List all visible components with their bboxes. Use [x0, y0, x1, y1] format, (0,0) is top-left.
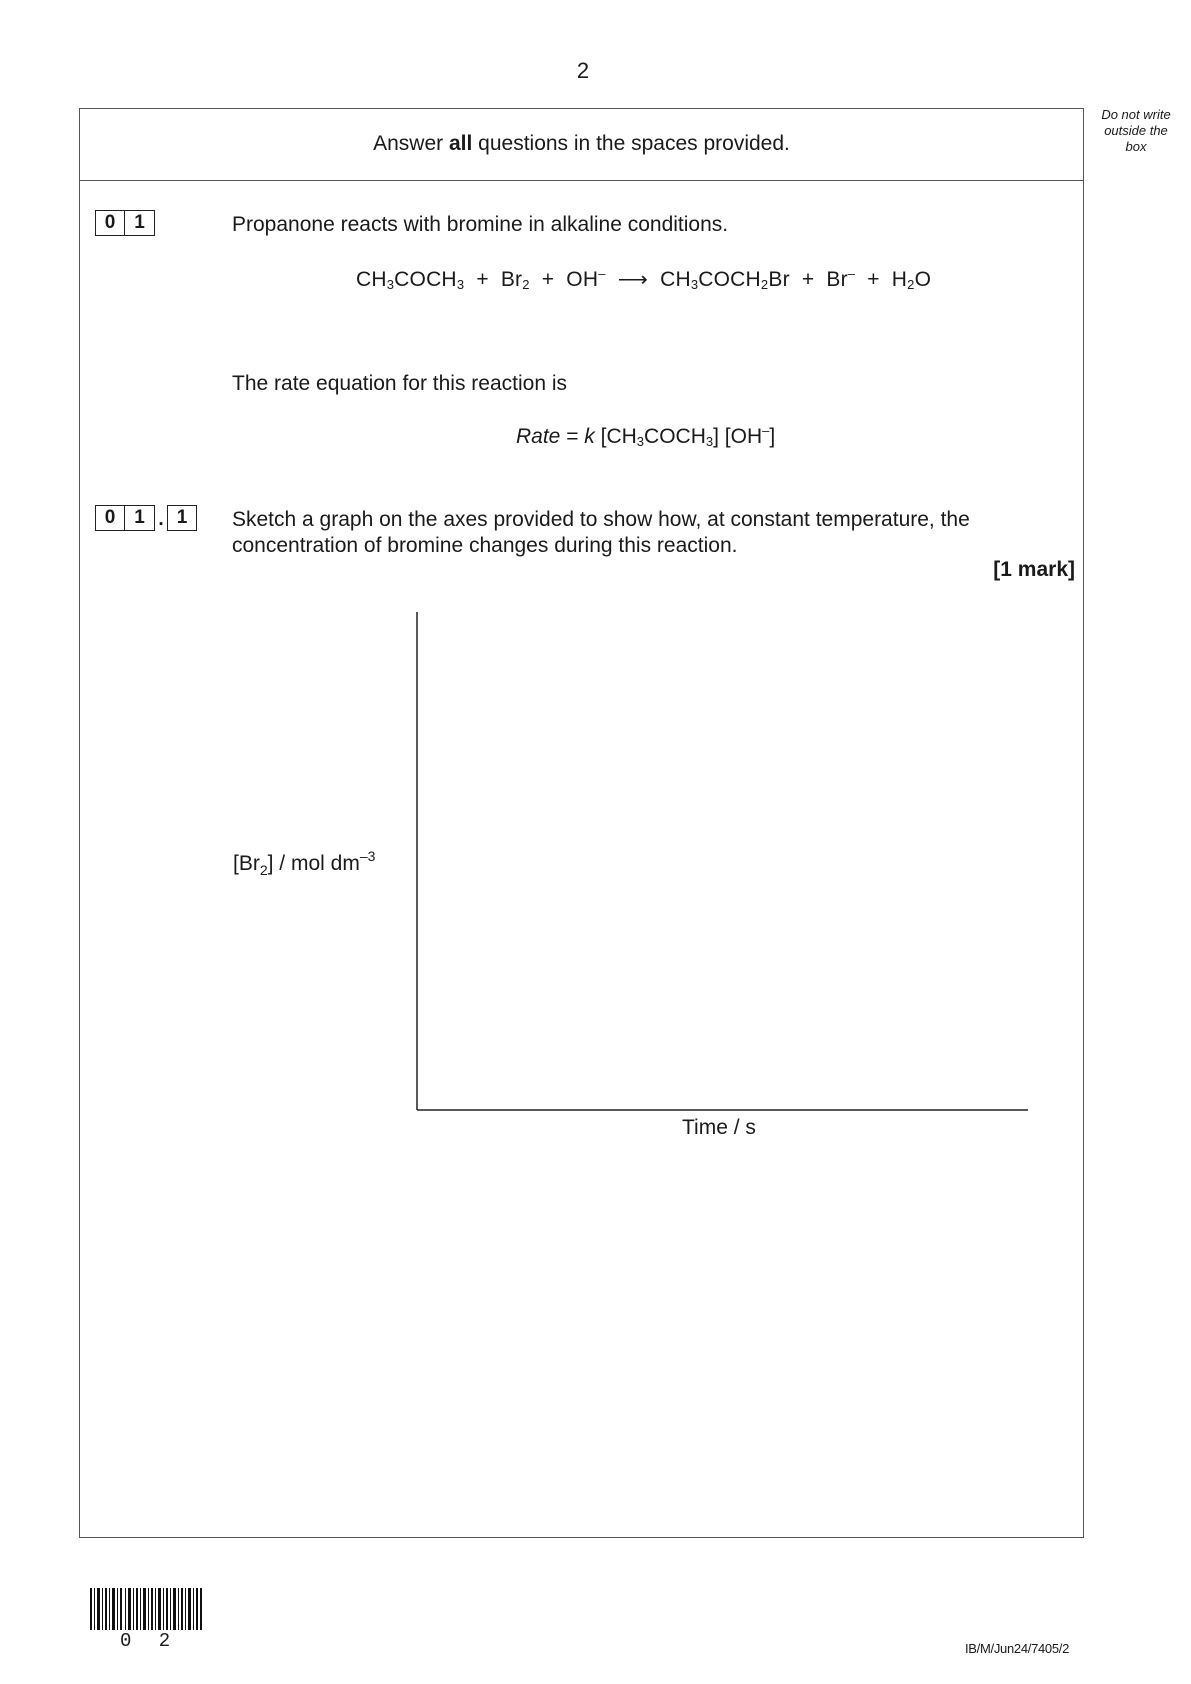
question-digit: 1 [125, 210, 155, 236]
instruction-suffix: questions in the spaces provided. [472, 132, 790, 155]
y-label-prefix: [Br [233, 852, 260, 875]
question-digit: 0 [95, 505, 125, 531]
question-01-1-prompt: Sketch a graph on the axes provided to show how, at constant temperature, the concentration of bromine changes during this reaction. [232, 508, 970, 557]
question-digit: 0 [95, 210, 125, 236]
barcode-image [90, 1588, 202, 1630]
question-number-01-1 [95, 505, 197, 531]
instruction-bold: all [448, 132, 473, 155]
sketch-axes[interactable] [405, 612, 1035, 1112]
rate-word: Rate [516, 425, 561, 448]
barcode-digits: 0 2 [120, 1630, 179, 1652]
x-axis-label: Time / s [682, 1116, 756, 1139]
instruction-line [79, 132, 1084, 156]
question-digit: 1 [125, 505, 155, 531]
rate-equation: Rate = k $[CH_3COCH_3]$ [OH–] [516, 423, 776, 449]
header-divider [79, 180, 1084, 181]
y-label-superscript: –3 [359, 848, 376, 864]
rate-constant: k [584, 425, 595, 448]
question-01-intro: Propanone reacts with bromine in alkaline conditions. [232, 213, 729, 236]
marks-label: [1 mark] [993, 558, 1075, 581]
rate-equation-intro: The rate equation for this reaction is [232, 372, 568, 395]
question-dot: . [158, 509, 164, 530]
y-axis-label [233, 848, 375, 878]
reaction-equation: $CH_3COCH_3 + Br_2 + OH^-$ ⟶ $CH_3COCH_2Br + Br^- + H_2O$ [356, 266, 932, 292]
margin-note: Do not write outside the box [1101, 107, 1171, 154]
y-label-units: ] / mol dm [267, 852, 360, 875]
instruction-prefix: Answer [373, 132, 449, 155]
question-number-01 [95, 210, 155, 236]
paper-code: IB/M/Jun24/7405/2 [965, 1641, 1070, 1656]
y-label-subscript: 2 [259, 862, 268, 878]
page-number: 2 [576, 58, 590, 83]
question-digit: 1 [167, 505, 197, 531]
